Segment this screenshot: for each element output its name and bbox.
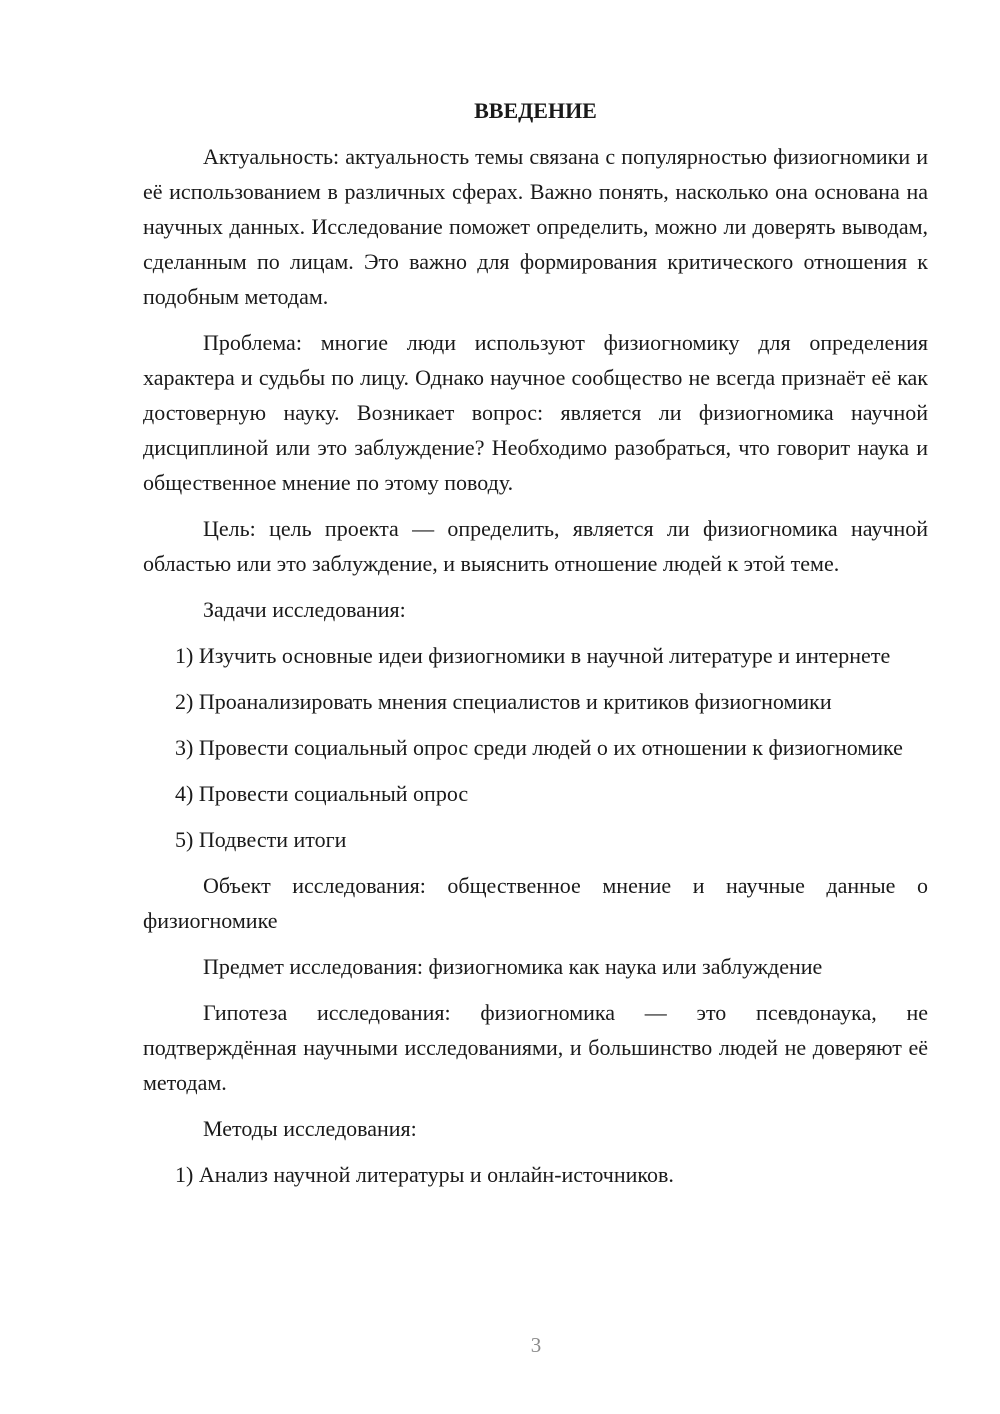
section-heading: ВВЕДЕНИЕ [474,98,597,123]
goal-paragraph: Цель: цель проекта — определить, является ли физиогномика научной областью или это заблуждение, и выяснить отношение людей к этой теме. [143,516,928,576]
hypothesis-paragraph: Гипотеза исследования: физиогномика — это псевдонаука, не подтверждённая научными исследованиями, и большинство людей не доверяют её методам. [143,1000,928,1095]
task-item-2: 2) Проанализировать мнения специалистов и критиков физиогномики [175,689,832,714]
object-paragraph: Объект исследования: общественное мнение и научные данные о физиогномике [143,873,928,933]
task-item-4: 4) Провести социальный опрос [175,781,469,806]
tasks-title: Задачи исследования: [203,597,406,622]
relevance-paragraph: Актуальность: актуальность темы связана с популярностью физиогномики и её использованием в различных сферах. Важно понять, насколько она основана на научных данных. Исследование поможет определить, можно ли доверять выводам, сделанным по лицам. Это важно для формирования критического отношения к подобным методам. [143,144,928,309]
method-item-1: 1) Анализ научной литературы и онлайн-источников. [175,1162,674,1187]
task-item-3: 3) Провести социальный опрос среди людей о их отношении к физиогномике [175,735,903,760]
page-number: 3 [530,1333,542,1357]
methods-title: Методы исследования: [203,1116,417,1141]
document-page [143,93,928,1203]
task-item-1: 1) Изучить основные идеи физиогномики в научной литературе и интернете [175,643,891,668]
problem-paragraph: Проблема: многие люди используют физиогномику для определения характера и судьбы по лицу. Однако научное сообщество не всегда признаёт её как достоверную науку. Возникает вопрос: является ли физиогномика научной дисциплиной или это заблуждение? Необходимо разобраться, что говорит наука и общественное мнение по этому поводу. [143,330,928,495]
task-item-5: 5) Подвести итоги [175,827,347,852]
subject-paragraph: Предмет исследования: физиогномика как наука или заблуждение [203,954,823,979]
